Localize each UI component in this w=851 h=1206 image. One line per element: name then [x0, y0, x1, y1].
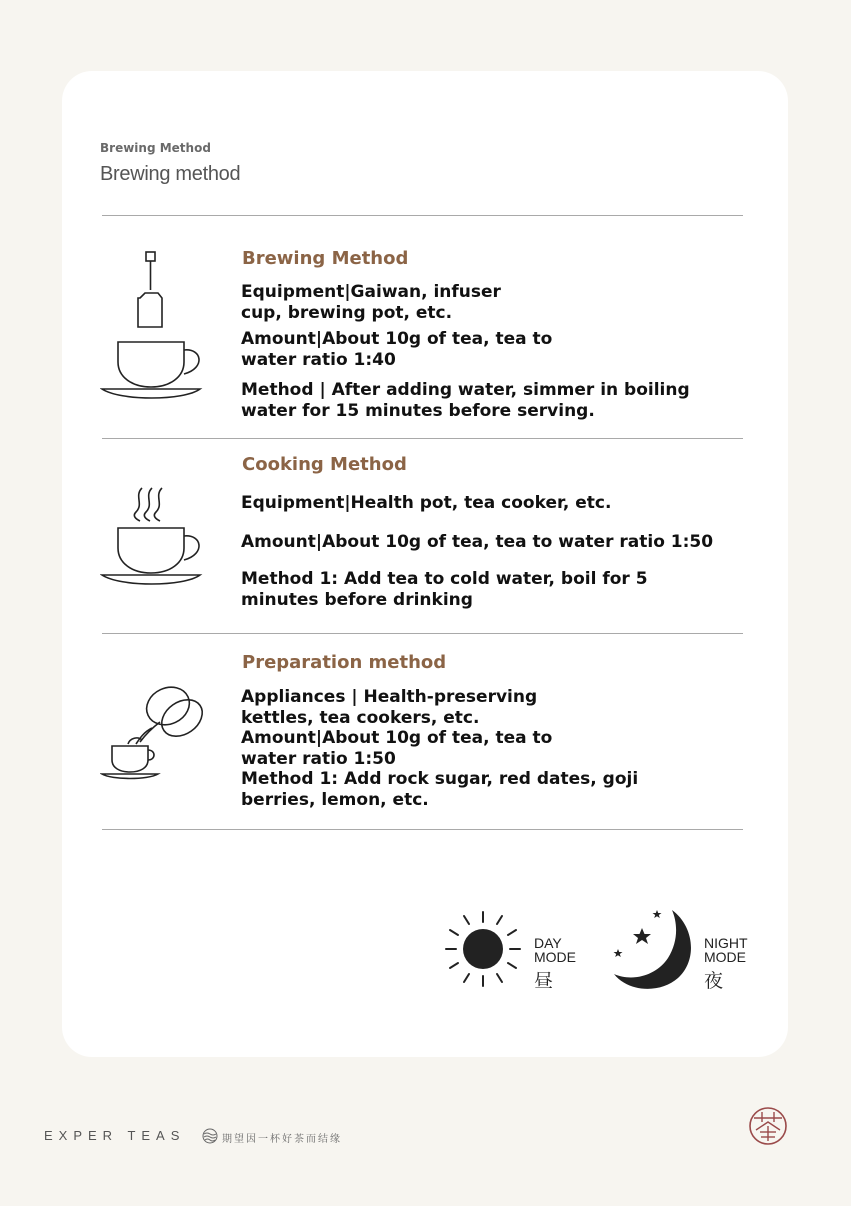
night-mode-label-line1: NIGHT [704, 935, 748, 951]
header-label-large: Brewing method [100, 163, 241, 185]
day-mode-label-line2: MODE [534, 949, 576, 965]
steaming-cup-icon [100, 486, 204, 588]
brewing-method-text: Method | After adding water, simmer in boiling water for 15 minutes before serving. [241, 380, 690, 421]
brewing-amount-text: Amount|About 10g of tea, tea to water ratio 1:40 [241, 329, 553, 370]
sun-icon[interactable] [444, 910, 522, 988]
divider [102, 633, 743, 634]
pouring-pot-icon [100, 680, 206, 782]
cooking-amount-text: Amount|About 10g of tea, tea to water ratio 1:50 [241, 532, 714, 552]
footer-brand: EXPER TEAS [44, 1128, 186, 1143]
divider [102, 215, 743, 216]
footer-tagline: 期望因一杯好茶而结缘 [222, 1134, 342, 1145]
tea-seal-icon [748, 1106, 788, 1146]
night-mode-label-line2: MODE [704, 949, 746, 965]
preparation-appliances-text: Appliances | Health-preserving kettles, tea cookers, etc. [241, 687, 538, 728]
moon-icon[interactable] [610, 908, 694, 992]
header-label-small: Brewing Method [100, 141, 211, 155]
day-mode-chinese-label: 昼 [534, 970, 554, 992]
teabag-cup-icon [100, 250, 204, 402]
divider [102, 829, 743, 830]
brewing-equipment-text: Equipment|Gaiwan, infuser cup, brewing pot, etc. [241, 282, 501, 323]
section-title-preparation: Preparation method [242, 652, 447, 673]
section-title-cooking: Cooking Method [242, 454, 407, 475]
waves-logo-icon [202, 1128, 218, 1144]
cooking-method-text: Method 1: Add tea to cold water, boil for 5 minutes before drinking [241, 569, 648, 610]
day-mode-label-line1: DAY [534, 935, 562, 951]
night-mode-chinese-label: 夜 [704, 970, 724, 992]
section-title-brewing: Brewing Method [242, 248, 409, 269]
cooking-equipment-text: Equipment|Health pot, tea cooker, etc. [241, 493, 612, 513]
divider [102, 438, 743, 439]
preparation-method-text: Method 1: Add rock sugar, red dates, goji berries, lemon, etc. [241, 769, 639, 810]
preparation-amount-text: Amount|About 10g of tea, tea to water ratio 1:50 [241, 728, 553, 769]
